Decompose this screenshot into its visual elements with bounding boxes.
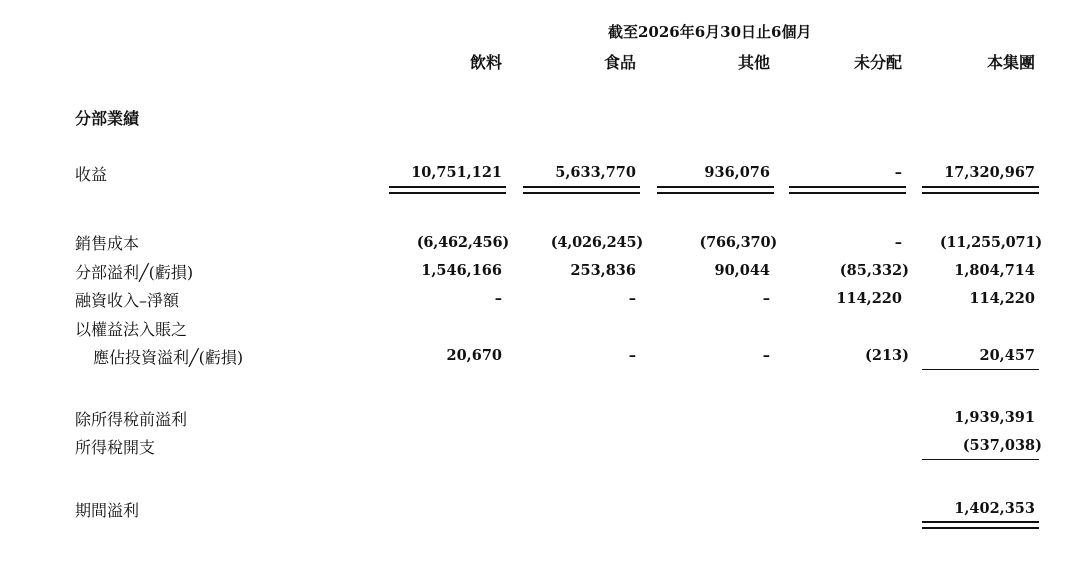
period-header: 截至2026年6月30日止6個月 (608, 23, 812, 41)
double-underline (922, 186, 1039, 188)
row-label-segment-profit: 分部溢利╱(虧損) (75, 263, 194, 282)
column-header-unallocated: 未分配 (853, 53, 902, 72)
cell-investment-profit-unallocated: (213) (865, 347, 909, 364)
row-label-profit-for-period: 期間溢利 (75, 501, 140, 520)
cell-segment-profit-group: 1,804,714 (954, 262, 1035, 279)
row-label-finance-income: 融資收入–淨額 (75, 291, 180, 310)
cell-investment-profit-others: – (762, 347, 770, 364)
cell-revenue-others: 936,076 (704, 164, 770, 181)
cell-revenue-unallocated: – (894, 164, 902, 181)
row-label-cost-of-sales: 銷售成本 (75, 234, 140, 253)
section-title: 分部業績 (75, 109, 140, 128)
double-underline (922, 521, 1039, 523)
row-label-profit-before-tax: 除所得稅前溢利 (75, 410, 188, 429)
cell-investment-profit-group: 20,457 (979, 347, 1035, 364)
cell-segment-profit-unallocated: (85,332) (839, 262, 909, 279)
column-header-group: 本集團 (986, 53, 1035, 72)
cell-finance-income-group: 114,220 (969, 290, 1035, 307)
cell-profit-for-period-group: 1,402,353 (954, 500, 1035, 517)
single-underline (922, 459, 1039, 460)
double-underline (523, 192, 640, 194)
double-underline (657, 186, 774, 188)
double-underline (789, 192, 906, 194)
cell-finance-income-beverages: – (494, 290, 502, 307)
row-label-income-tax: 所得稅開支 (75, 438, 156, 457)
cell-segment-profit-beverages: 1,546,166 (421, 262, 502, 279)
cell-finance-income-others: – (762, 290, 770, 307)
cell-finance-income-unallocated: 114,220 (836, 290, 902, 307)
row-label-equity-method: 以權益法入賬之 (75, 320, 188, 339)
cell-cost-others: (766,370) (699, 234, 777, 251)
cell-revenue-beverages: 10,751,121 (411, 164, 502, 181)
double-underline (922, 192, 1039, 194)
single-underline (922, 369, 1039, 370)
cell-revenue-food: 5,633,770 (555, 164, 636, 181)
column-header-beverages: 飲料 (469, 53, 502, 72)
column-header-others: 其他 (737, 53, 770, 72)
cell-profit-before-tax-group: 1,939,391 (954, 409, 1035, 426)
double-underline (523, 186, 640, 188)
double-underline (789, 186, 906, 188)
cell-cost-group: (11,255,071) (939, 234, 1042, 251)
cell-investment-profit-food: – (628, 347, 636, 364)
double-underline (389, 186, 506, 188)
cell-income-tax-group: (537,038) (962, 437, 1042, 454)
double-underline (657, 192, 774, 194)
cell-investment-profit-beverages: 20,670 (446, 347, 502, 364)
column-header-food: 食品 (603, 53, 636, 72)
row-label-share-of-investment-profit: 應佔投資溢利╱(虧損) (93, 348, 244, 367)
double-underline (389, 192, 506, 194)
cell-cost-beverages: (6,462,456) (416, 234, 509, 251)
cell-segment-profit-others: 90,044 (714, 262, 770, 279)
cell-segment-profit-food: 253,836 (570, 262, 636, 279)
row-label-revenue: 收益 (75, 165, 108, 184)
cell-finance-income-food: – (628, 290, 636, 307)
cell-cost-unallocated: – (894, 234, 902, 251)
double-underline (922, 527, 1039, 529)
cell-revenue-group: 17,320,967 (944, 164, 1035, 181)
cell-cost-food: (4,026,245) (550, 234, 643, 251)
